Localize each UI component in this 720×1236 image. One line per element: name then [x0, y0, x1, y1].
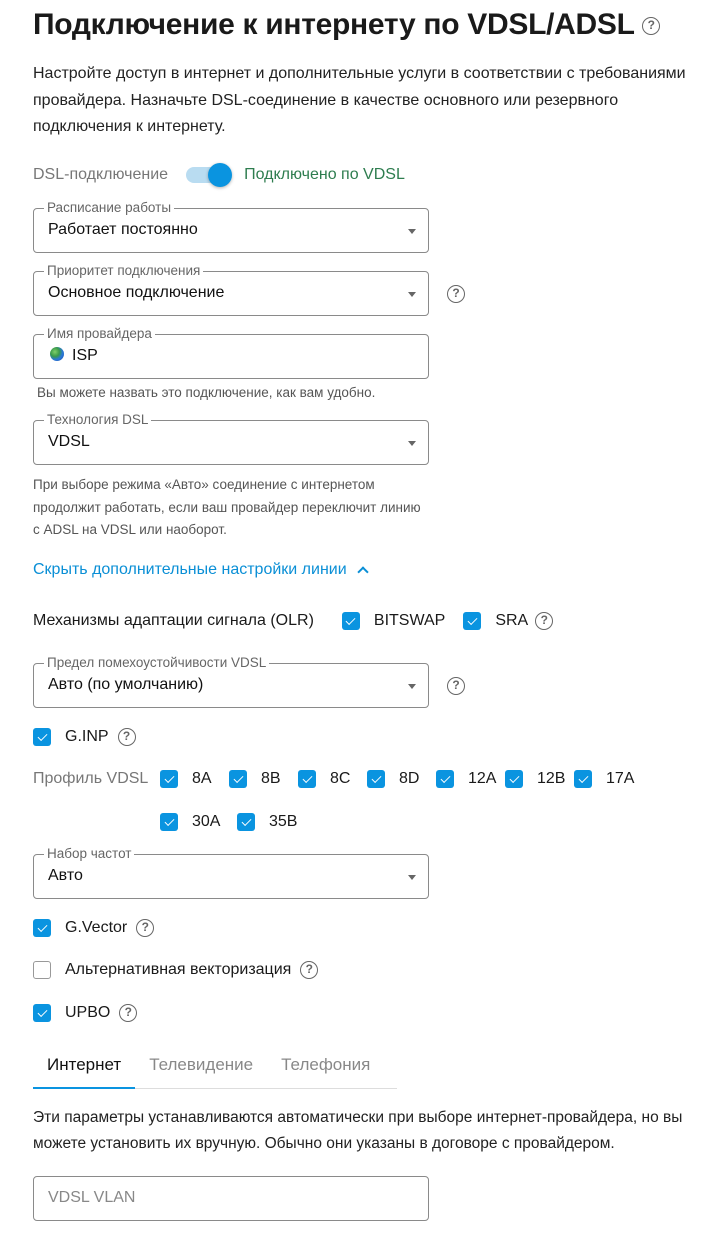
- alt-vector-row: [33, 961, 318, 979]
- priority-value: Основное подключение: [48, 284, 225, 301]
- help-icon[interactable]: ?: [136, 919, 154, 937]
- text-line: можете установить их вручную. Обычно они указаны в договоре с провайдером.: [33, 1135, 615, 1152]
- priority-select[interactable]: [33, 263, 429, 316]
- profile-label-8d: 8D: [399, 770, 420, 787]
- vlan-placeholder: VDSL VLAN: [48, 1189, 136, 1206]
- profile-label-35b: 35B: [269, 813, 298, 830]
- profile-8b-checkbox[interactable]: [229, 770, 247, 788]
- ginp-row: [33, 728, 136, 746]
- provider-hint: Вы можете назвать это подключение, как вам удобно.: [37, 385, 376, 400]
- sra-checkbox[interactable]: [463, 612, 481, 630]
- help-icon[interactable]: ?: [118, 728, 136, 746]
- ginp-label: G.INP: [65, 728, 109, 745]
- hint-line: При выборе режима «Авто» соединение с интернетом: [33, 477, 375, 492]
- schedule-label: Расписание работы: [44, 200, 174, 215]
- bandplan-select[interactable]: [33, 846, 429, 899]
- help-icon[interactable]: ?: [447, 285, 465, 303]
- vdsl-profile-row: [33, 770, 634, 788]
- noise-margin-label: Предел помехоустойчивости VDSL: [44, 655, 269, 670]
- dsl-toggle-row: [33, 166, 405, 184]
- dropdown-arrow-icon: [408, 875, 416, 880]
- profile-label-8b: 8B: [261, 770, 281, 787]
- tab-description: [33, 1105, 682, 1157]
- dsl-toggle[interactable]: [186, 167, 230, 183]
- alt-vector-label: Альтернативная векторизация: [65, 961, 292, 978]
- technology-value: VDSL: [48, 433, 90, 450]
- profile-30a-checkbox[interactable]: [160, 813, 178, 831]
- profile-17a-checkbox[interactable]: [574, 770, 592, 788]
- technology-hint: [33, 474, 421, 542]
- olr-label: Механизмы адаптации сигнала (OLR): [33, 612, 314, 629]
- help-icon[interactable]: ?: [642, 17, 660, 35]
- globe-icon: [50, 347, 64, 361]
- help-icon[interactable]: ?: [447, 677, 465, 695]
- help-icon[interactable]: ?: [119, 1004, 137, 1022]
- sra-label: SRA: [495, 612, 529, 629]
- tab-telephony[interactable]: Телефония: [281, 1055, 371, 1074]
- gvector-row: [33, 919, 154, 937]
- bitswap-label: BITSWAP: [373, 612, 446, 629]
- olr-row: [33, 612, 553, 630]
- vdsl-profile-row-2: [160, 813, 297, 831]
- dsl-label: DSL-подключение: [33, 166, 169, 183]
- tab-internet[interactable]: Интернет: [33, 1043, 135, 1089]
- dropdown-arrow-icon: [408, 441, 416, 446]
- dropdown-arrow-icon: [408, 684, 416, 689]
- profile-label-17a: 17A: [606, 770, 635, 787]
- bitswap-checkbox[interactable]: [342, 612, 360, 630]
- profile-label-8c: 8C: [330, 770, 351, 787]
- schedule-value: Работает постоянно: [48, 221, 198, 238]
- profile-label-12a: 12A: [468, 770, 497, 787]
- help-icon[interactable]: ?: [300, 961, 318, 979]
- help-icon[interactable]: ?: [535, 612, 553, 630]
- gvector-checkbox[interactable]: [33, 919, 51, 937]
- profile-8c-checkbox[interactable]: [298, 770, 316, 788]
- profile-12a-checkbox[interactable]: [436, 770, 454, 788]
- dropdown-arrow-icon: [408, 229, 416, 234]
- upbo-checkbox[interactable]: [33, 1004, 51, 1022]
- profile-label-12b: 12B: [537, 770, 566, 787]
- gvector-label: G.Vector: [65, 919, 128, 936]
- profile-8a-checkbox[interactable]: [160, 770, 178, 788]
- alt-vector-checkbox[interactable]: [33, 961, 51, 979]
- provider-value: ISP: [50, 347, 98, 365]
- upbo-label: UPBO: [65, 1004, 111, 1021]
- technology-label: Технология DSL: [44, 412, 151, 427]
- profile-label-30a: 30A: [192, 813, 221, 830]
- text-line: Эти параметры устанавливаются автоматически при выборе интернет-провайдера, но вы: [33, 1109, 683, 1126]
- tab-tv[interactable]: Телевидение: [149, 1055, 254, 1074]
- provider-label: Имя провайдера: [44, 326, 155, 341]
- page-description: Настройте доступ в интернет и дополнительные услуги в соответствии с требованиями провайдера. Назначьте DSL-соединение в качестве основного или резервного подключения к интернету.: [33, 65, 686, 135]
- page-title: Подключение к интернету по VDSL/ADSL ?: [33, 8, 660, 42]
- upbo-row: [33, 1004, 137, 1022]
- hint-line: с ADSL на VDSL или наоборот.: [33, 522, 227, 537]
- dropdown-arrow-icon: [408, 292, 416, 297]
- bandplan-value: Авто: [48, 867, 83, 884]
- profile-12b-checkbox[interactable]: [505, 770, 523, 788]
- hint-line: продолжит работать, если ваш провайдер переключит линию: [33, 499, 421, 515]
- chevron-up-icon: [357, 566, 368, 577]
- profile-35b-checkbox[interactable]: [237, 813, 255, 831]
- dsl-status: Подключено по VDSL: [244, 166, 405, 183]
- hide-advanced-link[interactable]: Скрыть дополнительные настройки линии: [33, 561, 367, 579]
- noise-margin-select[interactable]: [33, 655, 429, 708]
- profile-label-8a: 8A: [192, 770, 212, 787]
- noise-margin-value: Авто (по умолчанию): [48, 676, 204, 693]
- profile-label: Профиль VDSL: [33, 770, 149, 787]
- priority-label: Приоритет подключения: [44, 263, 203, 278]
- dsl-technology-select[interactable]: [33, 412, 429, 465]
- ginp-checkbox[interactable]: [33, 728, 51, 746]
- vdsl-vlan-input[interactable]: [33, 1176, 429, 1221]
- bandplan-label: Набор частот: [44, 846, 134, 861]
- service-tabs: [33, 1043, 397, 1089]
- schedule-select[interactable]: [33, 200, 429, 253]
- provider-name-input[interactable]: [33, 326, 429, 379]
- profile-8d-checkbox[interactable]: [367, 770, 385, 788]
